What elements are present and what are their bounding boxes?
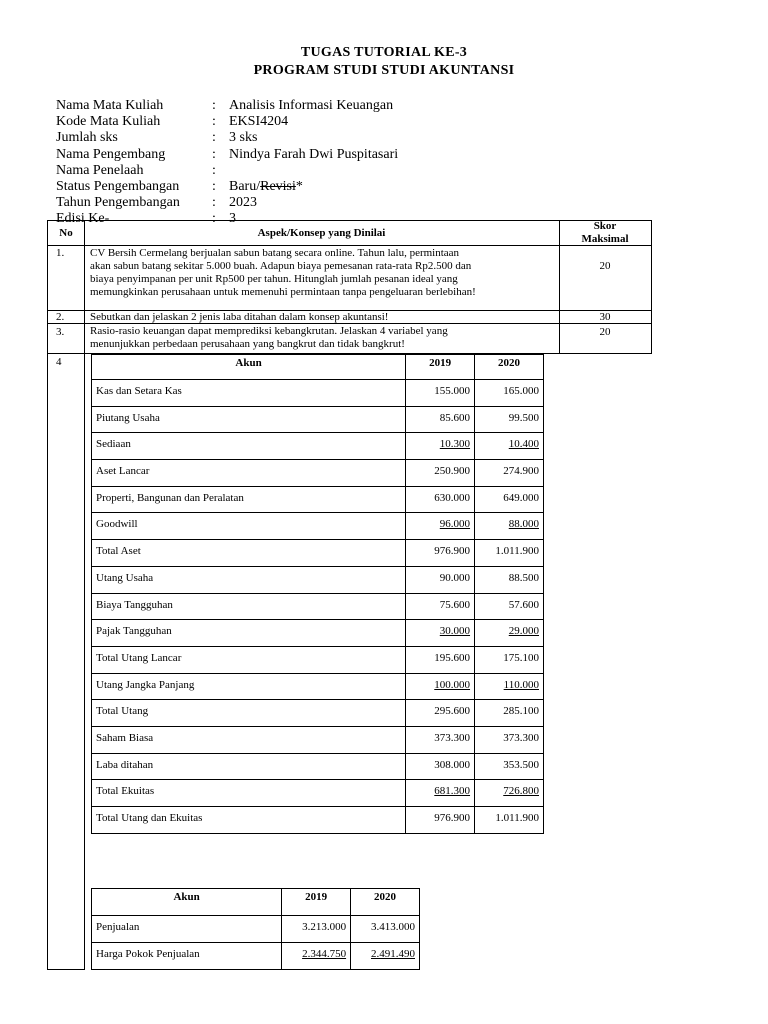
value-2019: [406, 807, 475, 834]
account-name-text: Saham Biasa: [96, 731, 154, 744]
account-name-text: Pajak Tangguhan: [96, 625, 172, 638]
info-colon: :: [212, 146, 216, 162]
value-2020: [475, 700, 544, 727]
table-row: [92, 433, 544, 460]
score-value: 20: [599, 260, 611, 272]
value-2019-text: 85.600: [439, 411, 471, 424]
value-2019-text: 3.213.000: [302, 921, 347, 933]
value-2020-text: 2.491.490: [371, 948, 415, 960]
account-name: [92, 433, 406, 460]
info-value: 3 sks: [229, 130, 258, 146]
account-name: [92, 380, 406, 407]
info-colon: :: [212, 211, 216, 227]
value-2019: [406, 646, 475, 673]
col-header-2020: 2020: [475, 355, 544, 380]
account-name: [92, 513, 406, 540]
table-row: [92, 700, 544, 727]
table-border-left: [47, 220, 48, 970]
value-2020: [475, 673, 544, 700]
value-2019: [406, 700, 475, 727]
question-line: akan sabun batang sekitar 5.000 buah. Adapun biaya pemesanan rata-rata Rp2.500 dan: [90, 260, 472, 272]
table-row: [92, 726, 544, 753]
account-name: [92, 593, 406, 620]
info-colon: :: [212, 195, 216, 211]
value-2020: [475, 513, 544, 540]
table-row: [92, 540, 544, 567]
question-text: [90, 325, 556, 351]
table-row: [92, 646, 544, 673]
value-2020: [351, 916, 420, 943]
value-2019-text: 373.300: [434, 731, 471, 744]
value-2020: [475, 406, 544, 433]
info-colon: :: [212, 114, 216, 130]
value-2020: [475, 433, 544, 460]
course-info: [56, 98, 398, 228]
table-row: [92, 513, 544, 540]
question-line: Sebutkan dan jelaskan 2 jenis laba ditahan dalam konsep akuntansi!: [90, 311, 389, 323]
table-row: [92, 780, 544, 807]
value-2019: [406, 620, 475, 647]
value-2020-text: 57.600: [508, 598, 539, 611]
value-2019-text: 75.600: [439, 598, 471, 611]
info-value: 3: [229, 211, 236, 227]
value-2020-text: 274.900: [503, 465, 539, 478]
info-label: Nama Penelaah: [56, 162, 144, 178]
value-2020: [475, 726, 544, 753]
table-row: [92, 620, 544, 647]
account-name-text: Harga Pokok Penjualan: [96, 948, 200, 960]
table-row: [92, 753, 544, 780]
value-2019-text: 976.900: [434, 545, 471, 558]
value-2020-text: 10.400: [508, 438, 539, 451]
info-value: EKSI4204: [229, 114, 289, 130]
value-2019-text: 250.900: [434, 465, 471, 478]
account-name-text: Sediaan: [96, 438, 131, 451]
value-2020: [475, 646, 544, 673]
row-number: 1.: [56, 247, 65, 259]
info-label: Tahun Pengembangan: [56, 195, 180, 211]
col-header-2019: 2019: [282, 889, 351, 916]
question-line: menunjukkan perbedaan perusahaan yang bangkrut dan tidak bangkrut!: [90, 338, 405, 350]
value-2019: [406, 673, 475, 700]
value-2019: [282, 943, 351, 970]
account-name-text: Piutang Usaha: [96, 411, 160, 424]
value-2020: [475, 460, 544, 487]
value-2020-text: 175.100: [503, 651, 539, 664]
value-2020: [475, 540, 544, 567]
row-number: 2.: [56, 311, 65, 323]
account-name: [92, 753, 406, 780]
account-name: [92, 486, 406, 513]
value-2019-text: 308.000: [434, 758, 471, 771]
account-name-text: Penjualan: [96, 921, 140, 933]
account-name-text: Properti, Bangunan dan Peralatan: [96, 491, 244, 504]
value-2019-text: 295.600: [434, 705, 471, 718]
value-2019: [406, 460, 475, 487]
row-number: 3.: [56, 326, 65, 338]
value-2019: [406, 406, 475, 433]
account-name: [92, 700, 406, 727]
account-name: [92, 943, 282, 970]
value-2019-text: 155.000: [434, 385, 471, 397]
info-value: [229, 179, 303, 195]
table-row: [92, 807, 544, 834]
value-2019: [406, 566, 475, 593]
info-row-course-code: [56, 114, 398, 130]
info-colon: :: [212, 162, 216, 178]
account-name-text: Total Utang dan Ekuitas: [96, 812, 203, 824]
table-row: [92, 406, 544, 433]
account-name: [92, 646, 406, 673]
value-2019: [406, 513, 475, 540]
value-2020: [475, 486, 544, 513]
value-2019: [406, 593, 475, 620]
value-2020: [475, 566, 544, 593]
value-2020: [475, 780, 544, 807]
table-header-row: [92, 355, 544, 380]
value-2020-text: 726.800: [503, 785, 539, 798]
account-name: [92, 780, 406, 807]
table-row: [92, 460, 544, 487]
row-number: 4: [56, 356, 62, 368]
account-name-text: Total Utang Lancar: [96, 651, 182, 664]
table-border-right: [651, 220, 652, 354]
account-name: [92, 406, 406, 433]
table-border-bottom: [47, 969, 84, 970]
account-name: [92, 916, 282, 943]
account-name: [92, 673, 406, 700]
value-2020-text: 110.000: [503, 678, 539, 691]
account-name: [92, 726, 406, 753]
info-row-credits: [56, 130, 398, 146]
status-revision-struck: Revisi: [260, 178, 296, 194]
account-name: [92, 620, 406, 647]
info-value: Nindya Farah Dwi Puspitasari: [229, 146, 399, 162]
value-2020: [475, 753, 544, 780]
status-new: Baru/: [229, 178, 261, 194]
account-name-text: Total Aset: [96, 545, 141, 558]
value-2019-text: 630.000: [434, 491, 471, 504]
value-2019-text: 90.000: [439, 571, 471, 584]
info-colon: :: [212, 130, 216, 146]
value-2019: [406, 780, 475, 807]
info-label: Nama Pengembang: [56, 146, 166, 162]
account-name: [92, 807, 406, 834]
info-label: Jumlah sks: [56, 130, 118, 146]
value-2020: [351, 943, 420, 970]
col-header-2019: 2019: [406, 355, 475, 380]
balance-sheet-table: [91, 354, 544, 834]
value-2020: [475, 620, 544, 647]
header-no: No: [59, 227, 73, 239]
value-2019: [406, 753, 475, 780]
value-2019-text: 2.344.750: [302, 948, 347, 960]
value-2019: [282, 916, 351, 943]
value-2019: [406, 433, 475, 460]
info-label: Nama Mata Kuliah: [56, 98, 164, 113]
value-2019: [406, 726, 475, 753]
score-value: 30: [599, 311, 611, 323]
question-line: CV Bersih Cermelang berjualan sabun batang secara online. Tahun lalu, permintaan: [90, 247, 460, 259]
value-2020-text: 649.000: [503, 491, 539, 504]
table-row: [92, 486, 544, 513]
status-asterisk: *: [295, 178, 303, 194]
question-line: biaya penyimpanan per unit Rp500 per tahun. Hitunglah jumlah pesanan ideal yang: [90, 273, 458, 285]
account-name-text: Utang Usaha: [96, 571, 154, 584]
value-2020: [475, 380, 544, 407]
income-statement-table: [91, 888, 420, 970]
question-line: memungkinkan perusahaan untuk memenuhi permintaan tanpa pengeluaran berlebihan!: [90, 286, 476, 298]
col-header-account: Akun: [92, 889, 282, 916]
value-2019: [406, 540, 475, 567]
info-label: Status Pengembangan: [56, 178, 180, 194]
value-2020-text: 1.011.900: [495, 812, 539, 824]
info-colon: :: [212, 178, 216, 194]
value-2020: [475, 593, 544, 620]
document-title-line1: TUGAS TUTORIAL KE-3: [300, 45, 468, 60]
value-2020-text: 3.413.000: [371, 921, 415, 933]
value-2019-text: 30.000: [439, 625, 471, 638]
info-row-year: [56, 195, 398, 211]
value-2020-text: 88.500: [508, 571, 539, 584]
question-text: [90, 247, 556, 299]
value-2020-text: 99.500: [508, 411, 539, 424]
info-row-developer: [56, 147, 398, 163]
account-name: [92, 540, 406, 567]
value-2020-text: 1.011.900: [495, 545, 539, 558]
table-row: [92, 916, 420, 943]
value-2019-text: 100.000: [434, 678, 471, 691]
account-name-text: Biaya Tangguhan: [96, 598, 173, 611]
value-2020-text: 285.100: [503, 705, 539, 718]
value-2019-text: 976.900: [434, 812, 471, 824]
info-label: Kode Mata Kuliah: [56, 114, 161, 130]
account-name-text: Total Utang: [96, 705, 149, 718]
account-name: [92, 460, 406, 487]
value-2020-text: 373.300: [503, 731, 539, 744]
table-row: [92, 673, 544, 700]
value-2019-text: 681.300: [434, 785, 471, 798]
header-score-2: Maksimal: [581, 233, 629, 245]
question-line: Rasio-rasio keuangan dapat memprediksi kebangkrutan. Jelaskan 4 variabel yang: [90, 325, 448, 337]
value-2019-text: 96.000: [439, 518, 471, 531]
value-2019: [406, 486, 475, 513]
value-2019-text: 195.600: [434, 651, 471, 664]
header-score-1: Skor: [593, 220, 617, 232]
info-colon: :: [212, 98, 216, 113]
col-divider-no: [84, 220, 85, 970]
info-label: Edisi Ke-: [56, 211, 110, 227]
account-name-text: Aset Lancar: [96, 465, 150, 478]
value-2020-text: 165.000: [503, 385, 539, 397]
value-2019-text: 10.300: [439, 438, 471, 451]
account-name-text: Utang Jangka Panjang: [96, 678, 195, 691]
value-2020: [475, 807, 544, 834]
col-header-2020: 2020: [351, 889, 420, 916]
info-row-course-name: [56, 98, 398, 114]
account-name-text: Total Ekuitas: [96, 785, 155, 798]
info-row-reviewer: [56, 163, 398, 179]
table-row: [92, 593, 544, 620]
info-value: Analisis Informasi Keuangan: [229, 98, 394, 113]
table-row: [92, 380, 544, 407]
info-value: 2023: [229, 195, 257, 211]
info-row-status: [56, 179, 398, 195]
account-name-text: Kas dan Setara Kas: [96, 385, 182, 397]
document-title-line2: PROGRAM STUDI STUDI AKUNTANSI: [253, 63, 515, 78]
col-header-account: Akun: [92, 355, 406, 380]
value-2020-text: 88.000: [508, 518, 539, 531]
value-2020-text: 29.000: [508, 625, 539, 638]
table-header-row: [92, 889, 420, 916]
header-aspect: Aspek/Konsep yang Dinilai: [257, 227, 386, 239]
table-row: [92, 566, 544, 593]
account-name-text: Goodwill: [96, 518, 138, 531]
score-value: 20: [599, 326, 611, 338]
account-name: [92, 566, 406, 593]
table-row: [92, 943, 420, 970]
value-2020-text: 353.500: [503, 758, 539, 771]
value-2019: [406, 380, 475, 407]
account-name-text: Laba ditahan: [96, 758, 154, 771]
